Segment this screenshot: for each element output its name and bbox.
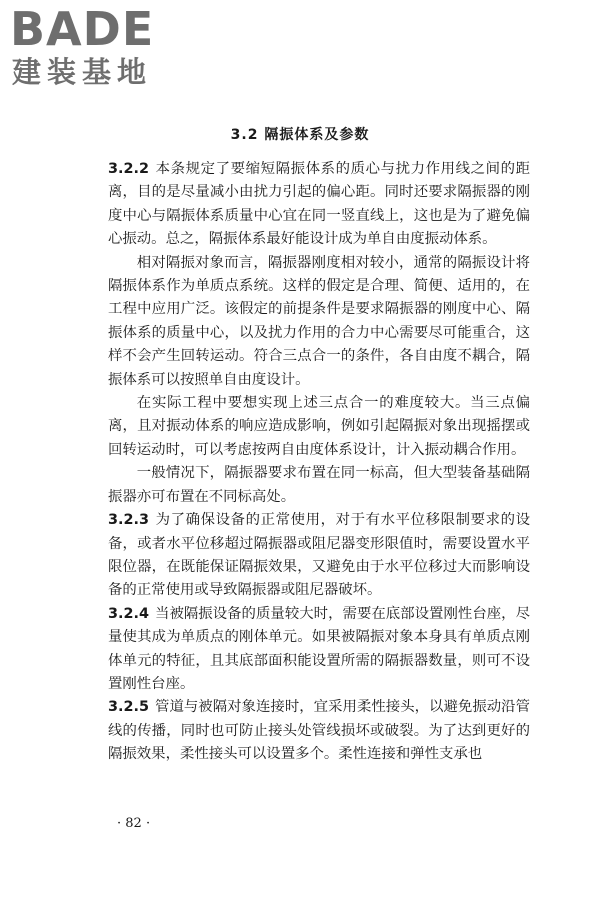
clause-number: 3.2.5 xyxy=(108,699,149,716)
logo-text-zh: 建装基地 xyxy=(12,55,153,89)
paragraph xyxy=(108,392,530,462)
paragraph-text: 相对隔振对象而言，隔振器刚度相对较小，通常的隔振设计将隔振体系作为单质点系统。这样的假定是合理、简便、适用的，在工程中应用广泛。该假定的前提条件是要求隔振器的刚度中心、隔振体系的质量中心，以及扰力作用的合力中心需要尽可能重合，这样不会产生回转运动。符合三点合一的条件，各自由度不耦合，隔振体系可以按照单自由度设计。 xyxy=(108,254,530,388)
paragraph xyxy=(108,462,530,509)
clause-number: 3.2.2 xyxy=(108,161,149,177)
logo-text-en: BADE xyxy=(10,2,155,56)
clause-paragraph xyxy=(108,509,530,603)
clause-paragraph xyxy=(108,158,530,252)
clause-paragraph xyxy=(108,603,530,697)
page-number: · 82 · xyxy=(117,816,151,831)
paragraph-text: 本条规定了要缩短隔振体系的质心与扰力作用线之间的距离，目的是尽量减小由扰力引起的偏心距。同时还要求隔振器的刚度中心与隔振体系质量中心宜在同一竖直线上，这也是为了避免偏心振动。总之，隔振体系最好能设计成为单自由度振动体系。 xyxy=(108,161,530,248)
clause-number: 3.2.3 xyxy=(108,512,149,529)
publisher-logo xyxy=(10,2,178,90)
body-text xyxy=(108,158,530,767)
paragraph-text: 管道与被隔对象连接时，宜采用柔性接头，以避免振动沿管线的传播，同时也可防止接头处管线损坏或破裂。为了达到更好的隔振效果，柔性接头可以设置多个。柔性连接和弹性支承也 xyxy=(108,699,530,763)
paragraph-text: 当被隔振设备的质量较大时，需要在底部设置刚性台座，尽量使其成为单质点的刚体单元。如果被隔振对象本身具有单质点刚体单元的特征，且其底部面积能设置所需的隔振器数量，则可不设置刚性台座。 xyxy=(108,605,530,692)
paragraph-text: 为了确保设备的正常使用，对于有水平位移限制要求的设备，或者水平位移超过隔振器或阻尼器变形限值时，需要设置水平限位器，在既能保证隔振效果，又避免由于水平位移过大而影响设备的正常使用或导致隔振器或阻尼器破坏。 xyxy=(108,512,530,599)
paragraph-text: 在实际工程中要想实现上述三点合一的难度较大。当三点偏离，且对振动体系的响应造成影响，例如引起隔振对象出现摇摆或回转运动时，可以考虑按两自由度体系设计，计入振动耦合作用。 xyxy=(108,395,530,458)
clause-number: 3.2.4 xyxy=(108,605,149,622)
paragraph xyxy=(108,252,530,392)
section-title: 3.2 隔振体系及参数 xyxy=(230,127,370,143)
paragraph-text: 一般情况下，隔振器要求布置在同一标高，但大型装备基础隔振器亦可布置在不同标高处。 xyxy=(108,465,530,505)
clause-paragraph xyxy=(108,696,530,766)
